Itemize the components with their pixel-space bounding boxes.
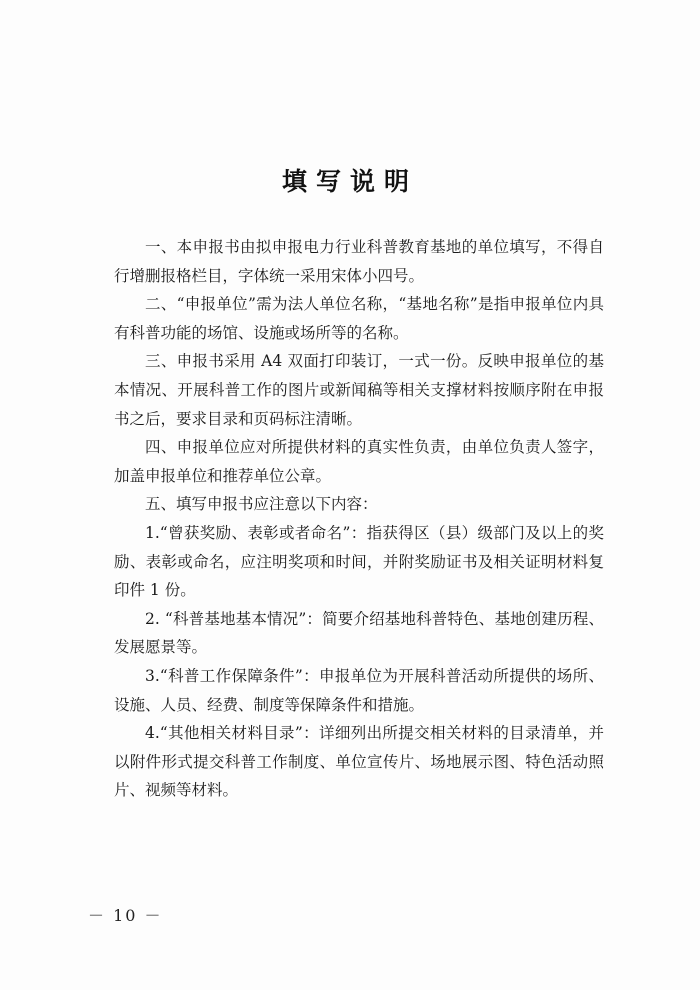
paragraph-3: 三、申报书采用 A4 双面打印装订，一式一份。反映申报单位的基本情况、开展科普工作的图片或新闻稿等相关支撑材料按顺序附在申报书之后，要求目录和页码标注清晰。 [114, 352, 604, 428]
paragraph-item-1: 1.“曾获奖励、表彰或者命名”：指获得区（县）级部门及以上的奖励、表彰或命名，应注明奖项和时间，并附奖励证书及相关证明材料复印件 1 份。 [114, 523, 604, 600]
instructions-body [114, 233, 604, 805]
page-title: 填写说明 [281, 167, 418, 196]
paragraph-2: 二、“申报单位”需为法人单位名称，“基地名称”是指申报单位内具有科普功能的场馆、设施或场所等的名称。 [114, 295, 604, 342]
paragraph-item-2: 2. “科普基地基本情况”：简要介绍基地科普特色、基地创建历程、发展愿景等。 [114, 609, 604, 657]
paragraph-1: 一、本申报书由拟申报电力行业科普教育基地的单位填写，不得自行增删报格栏目，字体统一采用宋体小四号。 [114, 238, 604, 285]
paragraph-4: 四、申报单位应对所提供材料的真实性负责，由单位负责人签字，加盖申报单位和推荐单位公章。 [114, 438, 604, 485]
paragraph-item-3: 3.“科普工作保障条件”：申报单位为开展科普活动所提供的场所、设施、人员、经费、制度等保障条件和措施。 [114, 666, 604, 714]
page-number: － 10 － [88, 906, 163, 925]
paragraph-5: 五、填写申报书应注意以下内容： [145, 495, 378, 514]
paragraph-item-4: 4.“其他相关材料目录”：详细列出所提交相关材料的目录清单，并以附件形式提交科普工作制度、单位宣传片、场地展示图、特色活动照片、视频等材料。 [114, 724, 604, 800]
